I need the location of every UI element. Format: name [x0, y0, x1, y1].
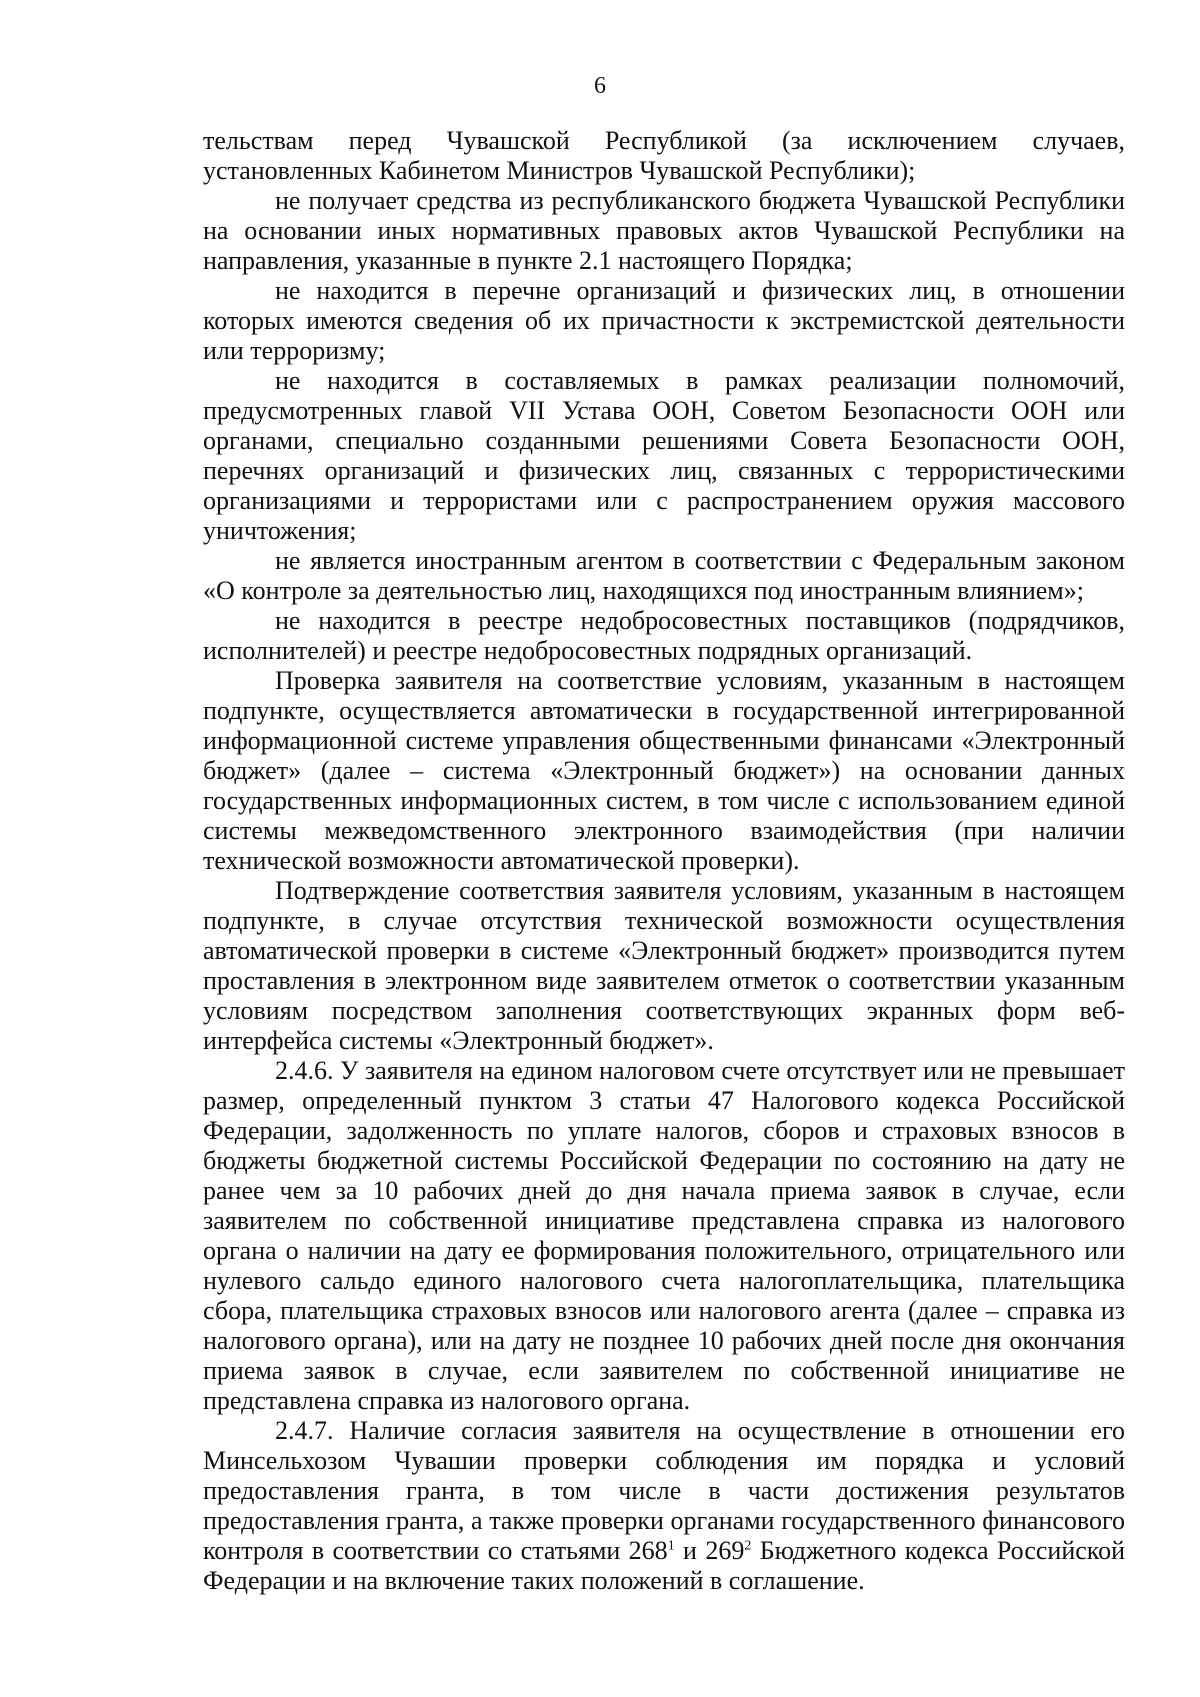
superscript-1: 1: [667, 1538, 675, 1554]
paragraph-foreign-agent: не является иностранным агентом в соответствии с Федеральным законом «О контроле за деятельностью лиц, находящихся под иностранным влиянием»;: [203, 546, 1125, 605]
superscript-2: 2: [744, 1538, 752, 1554]
paragraph-unfair-suppliers: не находится в реестре недобросовестных поставщиков (подрядчиков, исполнителей) и реестре недобросовестных подрядных организаций.: [203, 606, 1125, 665]
page-number: 6: [594, 73, 606, 99]
paragraph-2-4-7: [203, 1416, 1125, 1596]
document-body: [203, 126, 1125, 1596]
paragraph-2-4-7-part-3: Бюджетного кодекса Российской Федерации и на включение таких положений в соглашение.: [203, 1536, 1126, 1595]
paragraph-un-lists: не находится в составляемых в рамках реализации полномочий, предусмотренных главой VII Устава ООН, Советом Безопасности ООН или органами, специально созданными решениями Совета Безопасности ООН, перечнях организаций и физических лиц, связанных с террористическими организациями и террористами или с распространением оружия массового уничтожения;: [203, 366, 1125, 545]
paragraph-2-4-7-part-2: и 269: [674, 1536, 745, 1565]
paragraph-2-4-6: 2.4.6. У заявителя на едином налоговом счете отсутствует или не превышает размер, определенный пунктом 3 статьи 47 Налогового кодекса Российской Федерации, задолженность по уплате налогов, сборов и страховых взносов в бюджеты бюджетной системы Российской Федерации по состоянию на дату не ранее чем за 10 рабочих дней до дня начала приема заявок в случае, если заявителем по собственной инициативе представлена справка из налогового органа о наличии на дату ее формирования положительного, отрицательного или нулевого сальдо единого налогового счета налогоплательщика, плательщика сбора, плательщика страховых взносов или налогового агента (далее – справка из налогового органа), или на дату не позднее 10 рабочих дней после дня окончания приема заявок в случае, если заявителем по собственной инициативе не представлена справка из налогового органа.: [203, 1056, 1125, 1415]
paragraph-manual-confirmation: Подтверждение соответствия заявителя условиям, указанным в настоящем подпункте, в случае отсутствия технической возможности осуществления автоматической проверки в системе «Электронный бюджет» производится путем проставления в электронном виде заявителем отметок о соответствии указанным условиям посредством заполнения соответствующих экранных форм веб-интерфейса системы «Электронный бюджет».: [203, 876, 1125, 1055]
paragraph-continuation: тельствам перед Чувашской Республикой (за исключением случаев, установленных Кабинетом Министров Чувашской Республики);: [203, 126, 1125, 185]
paragraph-extremism-list: не находится в перечне организаций и физических лиц, в отношении которых имеются сведения об их причастности к экстремистской деятельности или терроризму;: [203, 276, 1125, 365]
paragraph-automatic-check: Проверка заявителя на соответствие условиям, указанным в настоящем подпункте, осуществляется автоматически в государственной интегрированной информационной системе управления общественными финансами «Электронный бюджет» (далее – система «Электронный бюджет») на основании данных государственных информационных систем, в том числе с использованием единой системы межведомственного электронного взаимодействия (при наличии технической возможности автоматической проверки).: [203, 666, 1125, 875]
paragraph-budget-funds: не получает средства из республиканского бюджета Чувашской Республики на основании иных нормативных правовых актов Чувашской Республики на направления, указанные в пункте 2.1 настоящего Порядка;: [203, 186, 1125, 275]
paragraph-2-4-7-part-1: 2.4.7. Наличие согласия заявителя на осуществление в отношении его Минсельхозом Чувашии проверки соблюдения им порядка и условий предоставления гранта, в том числе в части достижения результатов предоставления гранта, а также проверки органами государственного финансового контроля в соответствии со статьями 268: [203, 1416, 1125, 1565]
